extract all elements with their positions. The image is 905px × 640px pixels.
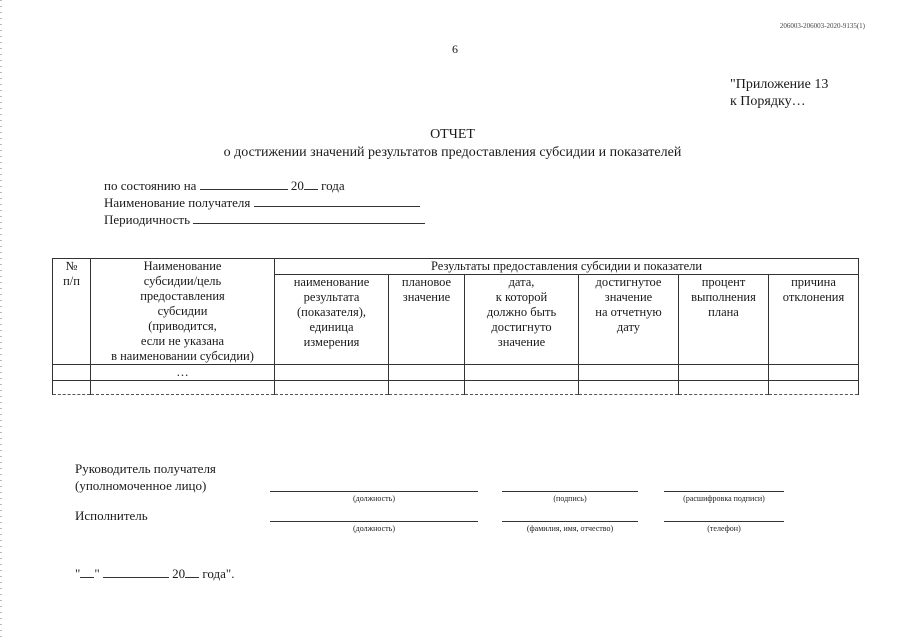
col-header-percent-plan: процент выполнения плана (679, 275, 769, 365)
appendix-note (730, 76, 828, 110)
table-cell[interactable] (579, 365, 679, 381)
date-suffix: года". (202, 566, 235, 581)
col-header-deviation-reason: причина отклонения (769, 275, 859, 365)
appendix-line-2: к Порядку… (730, 94, 806, 109)
caption-position: (должность) (353, 494, 395, 503)
col-header-achieved-value: достигнутое значение на отчетную дату (579, 275, 679, 365)
recipient-field (104, 194, 425, 211)
periodicity-field (104, 211, 425, 228)
as-of-suffix: года (321, 178, 345, 193)
head-position-line[interactable] (270, 491, 478, 492)
head-label-line-2: (уполномоченное лицо) (75, 478, 207, 493)
date-year-blank[interactable] (185, 566, 199, 578)
table-cell[interactable] (389, 365, 465, 381)
table-cell[interactable] (91, 381, 275, 395)
head-signature-label (75, 460, 216, 494)
periodicity-label: Периодичность (104, 212, 191, 227)
table-cell[interactable] (53, 365, 91, 381)
table-cell[interactable] (579, 381, 679, 395)
as-of-field (104, 177, 425, 194)
table-cell-ellipsis[interactable]: … (91, 365, 275, 381)
document-id: 206003-206003-2020-9135(1) (779, 22, 865, 30)
table-cell[interactable] (769, 365, 859, 381)
table-row (53, 381, 859, 395)
col-header-results-group: Результаты предоставления субсидии и показатели (275, 259, 859, 275)
head-signature-line[interactable] (502, 491, 638, 492)
report-fields (104, 177, 425, 228)
table-cell[interactable] (275, 365, 389, 381)
table-cell[interactable] (389, 381, 465, 395)
periodicity-blank[interactable] (193, 211, 425, 224)
document-title: ОТЧЕТ (430, 127, 475, 142)
recipient-blank[interactable] (254, 194, 420, 207)
date-line (75, 566, 234, 582)
page-edge-dots (0, 0, 2, 640)
col-header-result-name: наименование результата (показателя), единица измерения (275, 275, 389, 365)
table-cell[interactable] (53, 381, 91, 395)
as-of-date-blank[interactable] (200, 177, 288, 190)
table-cell[interactable] (465, 365, 579, 381)
executor-phone-line[interactable] (664, 521, 784, 522)
date-year: 20 (172, 566, 186, 581)
caption-position-2: (должность) (353, 524, 395, 533)
caption-phone: (телефон) (707, 524, 741, 533)
page-number: 6 (452, 42, 458, 56)
caption-fio: (фамилия, имя, отчество) (526, 524, 614, 533)
table-cell[interactable] (679, 381, 769, 395)
date-quote-open: " (75, 566, 81, 581)
appendix-line-1: "Приложение 13 (730, 77, 829, 92)
as-of-label: по состоянию на (104, 178, 197, 193)
col-header-target-date: дата, к которой должно быть достигнуто значение (465, 275, 579, 365)
executor-fio-line[interactable] (502, 521, 638, 522)
col-header-planned-value: плановое значение (389, 275, 465, 365)
caption-decode: (расшифровка подписи) (683, 494, 765, 503)
table-header-row (53, 259, 859, 275)
table-cell[interactable] (275, 381, 389, 395)
executor-label: Исполнитель (75, 508, 148, 523)
table-cell[interactable] (679, 365, 769, 381)
recipient-label: Наименование получателя (104, 195, 251, 210)
as-of-year-blank[interactable] (304, 177, 318, 190)
as-of-year: 20 (290, 178, 304, 193)
table-cell[interactable] (465, 381, 579, 395)
caption-signature: (подпись) (553, 494, 587, 503)
date-month-blank[interactable] (103, 566, 169, 578)
table-row (53, 365, 859, 381)
date-quote-close: " (94, 566, 100, 581)
executor-position-line[interactable] (270, 521, 478, 522)
head-decode-line[interactable] (664, 491, 784, 492)
col-header-subsidy-name: Наименование субсидии/цель предоставления субсидии (приводится, если не указана в наименовании субсидии) (91, 259, 275, 365)
date-day-blank[interactable] (80, 566, 94, 578)
document-subtitle: о достижении значений результатов предоставления субсидии и показателей (223, 145, 682, 160)
table-cell[interactable] (769, 381, 859, 395)
report-table (52, 258, 859, 395)
col-header-number: № п/п (53, 259, 91, 365)
head-label-line-1: Руководитель получателя (75, 461, 216, 476)
